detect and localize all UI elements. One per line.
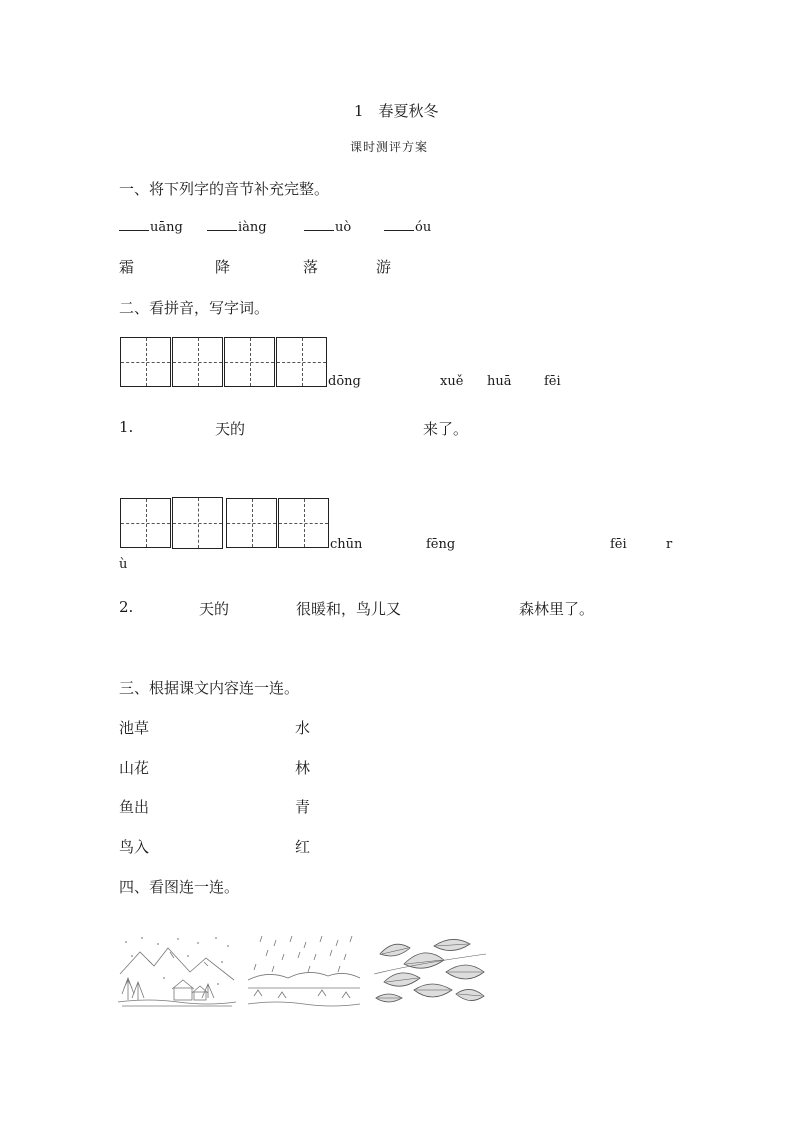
section2-heading: 二、看拼音，写字词。 [119,299,270,317]
q1-text-a: 天的 [215,420,246,438]
q1-number: 1. [119,418,134,436]
match-left-3[interactable]: 鱼出 [119,798,150,816]
pinyin-final: uò [335,220,352,235]
blank-line[interactable] [119,218,149,231]
writing-grid[interactable] [226,498,277,548]
q2-text-c: 森林里了。 [519,600,595,618]
q1-text-b: 来了。 [423,420,469,438]
page-subtitle: 课时测评方案 [350,140,429,154]
q1-pinyin-4: fēi [544,374,561,389]
q2-pinyin-2: fēng [426,537,456,552]
q2-number: 2. [119,598,134,616]
q2-pinyin-4: r [666,537,673,552]
match-right-2[interactable]: 林 [295,759,311,777]
winter-snow-picture[interactable] [118,934,236,1008]
char-2: 降 [215,258,231,276]
writing-grid[interactable] [172,497,223,549]
char-1: 霜 [119,258,135,276]
pinyin-final: uāng [150,220,183,235]
q2-pinyin-5: ù [119,557,128,572]
writing-grid[interactable] [120,498,171,548]
pinyin-final: iàng [238,220,267,235]
match-left-2[interactable]: 山花 [119,759,150,777]
writing-grid[interactable] [278,498,329,548]
section4-heading: 四、看图连一连。 [119,878,240,896]
match-left-1[interactable]: 池草 [119,719,150,737]
q2-pinyin-3: fēi [610,537,627,552]
q2-text-b: 很暖和，鸟儿又 [296,600,402,618]
blank-line[interactable] [207,218,237,231]
spring-rain-picture[interactable] [248,934,360,1008]
match-right-1[interactable]: 水 [295,719,311,737]
match-right-4[interactable]: 红 [295,838,311,856]
blank-line[interactable] [304,218,334,231]
q2-text-a: 天的 [199,600,230,618]
writing-grid[interactable] [276,337,327,387]
blank-line[interactable] [384,218,414,231]
pinyin-blank-4[interactable] [384,218,431,235]
q1-pinyin-2: xuě [440,374,464,389]
q1-pinyin-3: huā [487,374,512,389]
section1-heading: 一、将下列字的音节补充完整。 [119,180,330,198]
match-right-3[interactable]: 青 [295,798,311,816]
q1-pinyin-1: dōng [328,374,361,389]
char-3: 落 [303,258,319,276]
pinyin-blank-3[interactable] [304,218,351,235]
pinyin-blank-1[interactable] [119,218,183,235]
autumn-leaves-picture[interactable] [374,934,486,1008]
page-title: 1 春夏秋冬 [354,102,439,120]
writing-grid[interactable] [224,337,275,387]
q2-pinyin-1: chūn [330,537,363,552]
writing-grid[interactable] [120,337,171,387]
match-left-4[interactable]: 鸟入 [119,838,150,856]
char-4: 游 [376,258,392,276]
section3-heading: 三、根据课文内容连一连。 [119,679,300,697]
writing-grid[interactable] [172,337,223,387]
pinyin-final: óu [415,220,432,235]
pinyin-blank-2[interactable] [207,218,267,235]
